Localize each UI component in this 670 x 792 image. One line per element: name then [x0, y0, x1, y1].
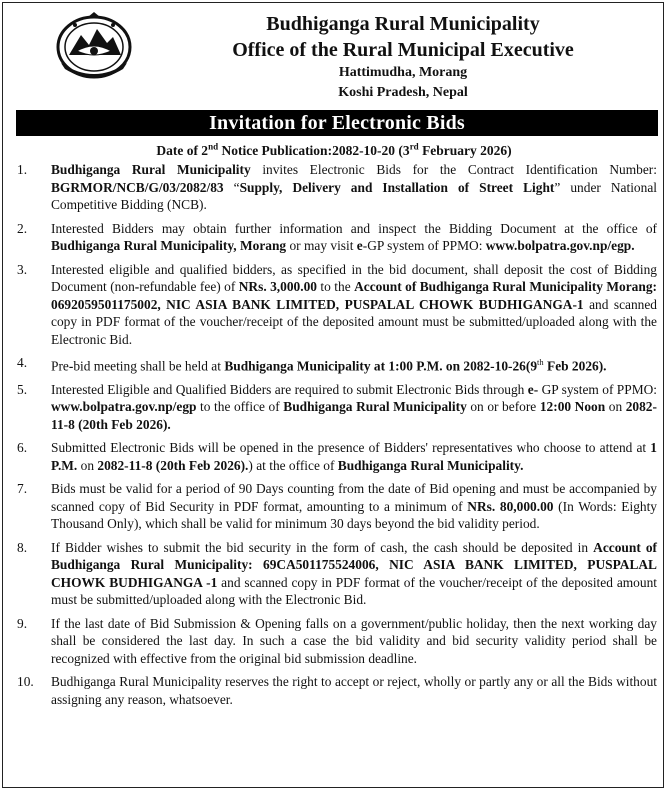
item-text: and scanned copy in PDF format of the voucher/receipt of the deposited amount must be submitted/uploaded along with the Electronic Bid.	[51, 296, 657, 347]
item-text-bold: Account of Budhiganga Rural Municipality Morang: 0692059501175002, NIC ASIA BANK LIMITED, PUSPALAL CHOWK BUDHIGANGA-1	[51, 279, 657, 312]
item-text-bold: Budhiganga Rural Municipality	[51, 162, 251, 177]
item-number: 2.	[17, 220, 28, 236]
item-number: 5.	[17, 381, 28, 397]
item-text: to the	[316, 279, 355, 294]
list-item	[15, 439, 657, 474]
item-text-bold: Feb 2026).	[543, 358, 607, 374]
item-text-bold: Supply, Delivery and Installation of Street Light	[239, 179, 555, 195]
notice-header	[3, 3, 663, 107]
item-text: Submitted Electronic Bids will be opened in the presence of Bidders' representatives who choose to attend at	[51, 440, 651, 456]
item-text-bold: NRs. 3,000.00	[238, 279, 317, 294]
list-item	[15, 539, 657, 609]
list-item	[15, 161, 657, 214]
list-item	[15, 261, 657, 349]
item-text-bold: 2082-11-8 (20th Feb 2026).	[97, 457, 249, 473]
item-text-bold: Budhiganga Rural Municipality, Morang	[51, 238, 287, 253]
pub-label-b: Notice Publication:2082-10-20 (3	[218, 143, 410, 158]
notice-title-banner: Invitation for Electronic Bids	[16, 110, 658, 136]
item-text-bold: -	[134, 279, 140, 294]
item-text-bold: -	[68, 358, 74, 374]
notice-document	[2, 2, 664, 788]
item-number: 10.	[17, 674, 34, 690]
item-text: invites Electronic Bids for the Contract Identification Number:	[250, 162, 657, 177]
item-link: www.bolpatra.gov.np/egp	[51, 399, 197, 415]
item-text: If the last date of Bid Submission & Opening falls on a government/public holiday, then the next working day shall be considered the last day. In such a case the bid validity and bid security validity period shall be recognized with effective from the original bid submission deadline.	[51, 615, 657, 666]
item-text: Interested Bidders may obtain further information and inspect the Bidding Document at the office of	[51, 220, 657, 236]
item-text: Pre	[51, 358, 69, 374]
list-item	[15, 381, 657, 434]
organization-block	[153, 11, 653, 103]
list-item	[15, 615, 657, 668]
item-number: 1.	[17, 162, 28, 177]
item-text: (In Words: Eighty Thousand Only), which shall be valid for minimum 30 days beyond the bid validity period.	[51, 498, 657, 532]
item-text-bold: BGRMOR/NCB/G/03/2082/83	[51, 179, 224, 195]
item-text-bold: 1 P.M.	[51, 440, 657, 473]
item-text: Bids must be valid for a period of 90 Days counting from the date of Bid opening and must be accompanied by scanned copy of Bid Security in PDF format, amounting to a minimum of	[51, 481, 657, 514]
pub-label-a: Date of 2	[156, 143, 209, 158]
nepal-emblem-icon	[55, 11, 133, 85]
pub-sup-nd: nd	[208, 141, 219, 152]
address-line-2: Koshi Pradesh, Nepal	[338, 85, 468, 100]
list-item	[15, 673, 657, 708]
list-item	[15, 354, 657, 375]
item-sup: th	[537, 357, 544, 367]
item-text-bold: 12:00 Noon	[539, 399, 606, 415]
item-text-bold: 2082-11-8 (20th Feb 2026).	[51, 399, 657, 432]
item-text: on	[605, 399, 626, 415]
address-line-1: Hattimudha, Morang	[338, 65, 468, 80]
item-text: “	[223, 179, 240, 195]
item-text: on or before	[466, 399, 540, 415]
list-item	[15, 480, 657, 533]
item-text-bold: Account of Budhiganga Rural Municipality: 69CA501175524006, NIC ASIA BANK LIMITED, PUSPALAL CHOWK BUDHIGANGA -1	[51, 539, 657, 590]
item-text-bold: NRs. 80,000.00	[467, 498, 554, 514]
item-text-bold: Budhiganga Municipality at 1:00 P.M. on 2082-10-26(9	[224, 358, 538, 374]
item-number: 6.	[17, 440, 28, 456]
pub-label-c: February 2026)	[418, 143, 512, 158]
item-text: ) at the office of	[248, 457, 338, 473]
item-text-bold: Budhiganga Rural Municipality.	[337, 457, 524, 473]
item-text: ” under National Competitive Bidding (NCB).	[51, 179, 657, 212]
notice-items-list	[15, 161, 657, 714]
item-number: 8.	[17, 539, 28, 555]
item-text-bold: e	[356, 238, 363, 253]
org-name: Budhiganga Rural Municipality	[266, 13, 540, 35]
item-text: and scanned copy in PDF format of the voucher/receipt of the deposited amount must be submitted/uploaded along with the Electronic Bid.	[51, 574, 657, 608]
item-text: to the office of	[196, 399, 284, 415]
item-text: bid meeting shall be held at	[73, 358, 225, 374]
item-text: on	[77, 457, 98, 473]
item-number: 9.	[17, 615, 28, 631]
list-item	[15, 220, 657, 255]
item-number: 4.	[17, 355, 28, 370]
item-text: If Bidder wishes to submit the bid security in the form of cash, the cash should be deposited in	[51, 539, 594, 555]
item-text: -GP system of PPMO:	[362, 238, 486, 253]
item-number: 7.	[17, 481, 28, 497]
office-name: Office of the Rural Municipal Executive	[232, 39, 574, 61]
item-text-bold: e-	[527, 381, 539, 397]
item-text: Budhiganga Rural Municipality reserves the right to accept or reject, wholly or partly any or all the Bids without assigning any reason, whatsoever.	[51, 674, 657, 707]
item-text: Interested Eligible and Qualified Bidders are required to submit Electronic Bids through	[51, 381, 528, 397]
item-text: GP system of PPMO:	[538, 381, 658, 397]
pub-sup-rd: rd	[409, 141, 419, 152]
item-link: www.bolpatra.gov.np/egp.	[485, 238, 635, 253]
item-number: 3.	[17, 261, 28, 277]
item-text: refundable fee) of	[139, 279, 239, 294]
item-text-bold: Budhiganga Rural Municipality	[283, 399, 467, 415]
publication-date	[3, 142, 665, 160]
item-text: Interested eligible and qualified bidders, as specified in the bid document, shall deposit the cost of Bidding Document (non	[51, 261, 657, 294]
item-text: or may visit	[286, 238, 357, 253]
